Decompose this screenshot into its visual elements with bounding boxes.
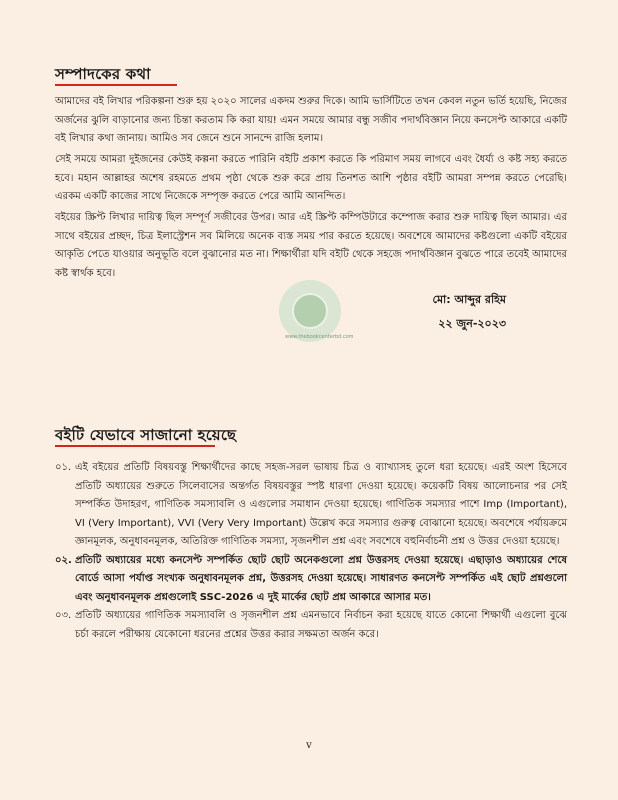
list-item-text: এই বইয়ের প্রতিটি বিষয়বস্তু শিক্ষার্থীদের কাছে সহজ-সরল ভাষায় চিত্র ও ব্যাখ্যাসহ তুলে ধরা হয়েছে। এরই অংশ হিসেবে প্রতিটি অধ্যায়ের শুরুতে সিলেবাসের অন্তর্গত বিষয়বস্তুর স্পষ্ট ধারণা দেওয়া হয়েছে। কয়েকটি বিষয় আলোচনার পর সেই সম্পর্কিত উদাহরণ, গাণিতিক সমস্যাবলি ও এগুলোর সমাধান দেওয়া হয়েছে। গাণিতিক সমস্যার পাশে Imp (Important), VI (Very Important), VVI (Very Very Important) উল্লেখ করে সমস্যার গুরুত্ব বোঝানো হয়েছে। অবশেষে পর্যায়ক্রমে জ্ঞানমূলক, অনুধাবনমূলক, অতিরিক্ত গাণিতিক সমস্যা, সৃজনশীল প্রশ্ন এবং সবশেষে বহুনির্বাচনী প্রশ্ন ও উত্তর দেওয়া হয়েছে।: [75, 462, 567, 547]
title-underline: [55, 84, 177, 86]
watermark-emblem-icon: [292, 293, 328, 329]
page-number: v: [306, 740, 312, 751]
list-item: [55, 459, 567, 552]
signature-date: ২২ জুন-২০২৩: [438, 317, 506, 330]
editor-paragraph: বইয়ের স্ক্রিপ্ট লিখার দায়িত্ব ছিল সম্পূর্ণ সজীবের উপর। আর এই স্ক্রিপ্ট কম্পিউটারে কম্পোজ করার শুরু দায়িত্ব ছিল আমার। এর সাথে বইয়ের প্রচ্ছদ, চিত্র ইলাস্ট্রেশন সব মিলিয়ে অনেক ব্যস্ত সময় পার করতে হয়েছে। অবশেষে আমাদের কষ্টগুলো একটি বইয়ের আকৃতি পেতে যাওয়ার অনুভূতি বলে বুঝানোর মত না। শিক্ষার্থীরা যদি বইটি থেকে সহজে পদার্থবিজ্ঞান বুঝতে পারে তবেই আমাদের কষ্ট স্বার্থক হবে।: [55, 212, 567, 279]
list-item-number: ০১.: [55, 462, 72, 473]
list-item-text: প্রতিটি অধ্যায়ের মধ্যে কনসেপ্ট সম্পর্কিত ছোট ছোট অনেকগুলো প্রশ্ন উত্তরসহ দেওয়া হয়েছে। এছাড়াও অধ্যায়ের শেষে বোর্ডে আসা পর্যাপ্ত সংখ্যক অনুধাবনমূলক প্রশ্ন, উত্তরসহ দেওয়া হয়েছে। সাধারণত কনসেপ্ট সম্পর্কিত এই ছোট প্রশ্নগুলো এবং অনুধাবনমূলক প্রশ্নগুলোই SSC-2026 এ দুই মার্কের ছোট প্রশ্ন আকারে আসার মত।: [75, 554, 567, 603]
title-underline: [55, 445, 215, 447]
editor-paragraph: সেই সময়ে আমরা দুইজনের কেউই কল্পনা করতে পারিনি বইটি প্রকাশ করতে কি পরিমাণ সময় লাগবে এবং ধৈর্য্য ও কষ্ট সহ্য করতে হবে। মহান আল্লাহর অশেষ রহমতে প্রথম পৃষ্ঠা থেকে শুরু করে প্রায় তিনশত আশি পৃষ্ঠার বইটি আমরা সম্পন্ন করতে পেরেছি। এরকম একটি কাজের সাথে নিজেকে সম্পৃক্ত করতে পেরে আমি আনন্দিত।: [55, 154, 567, 202]
list-item-number: ০৩.: [55, 610, 72, 621]
editor-paragraph: আমাদের বই লিখার পরিকল্পনা শুরু হয় ২০২০ সালের একদম শুরুর দিকে। আমি ভার্সিটিতে তখন কেবল নতুন ভর্তি হয়েছি, নিজের অর্জনের ঝুলি বাড়ানোর জন্য চিন্তা করতাম কি করা যায়! এমন সময়ে আমার বন্ধু সজীব পদার্থবিজ্ঞান নিয়ে কনসেপ্ট আকারে একটি বই লিখার কথা জানায়। আমিও সব জেনে শুনে সানন্দে রাজি হলাম।: [55, 96, 567, 144]
list-item: [55, 607, 567, 644]
editor-section-title: সম্পাদকের কথা: [55, 65, 151, 83]
signature-name: মো: আব্দুর রহিম: [432, 293, 506, 306]
list-item: [55, 552, 567, 608]
watermark-text: www.thebookcenterbd.com: [285, 334, 354, 340]
arrangement-section-title: বইটি যেভাবে সাজানো হয়েছে: [55, 426, 237, 444]
list-item-number: ০২.: [55, 554, 72, 566]
arrangement-list: [55, 459, 567, 644]
list-item-text: প্রতিটি অধ্যায়ের গাণিতিক সমস্যাবলি ও সৃজনশীল প্রশ্ন এমনভাবে নির্বাচন করা হয়েছে যাতে কোনো শিক্ষার্থী এগুলো বুঝে চর্চা করলে পরীক্ষায় যেকোনো ধরনের প্রশ্নের উত্তর করার সক্ষমতা অর্জন করে।: [75, 610, 567, 640]
watermark-logo: [279, 280, 341, 342]
